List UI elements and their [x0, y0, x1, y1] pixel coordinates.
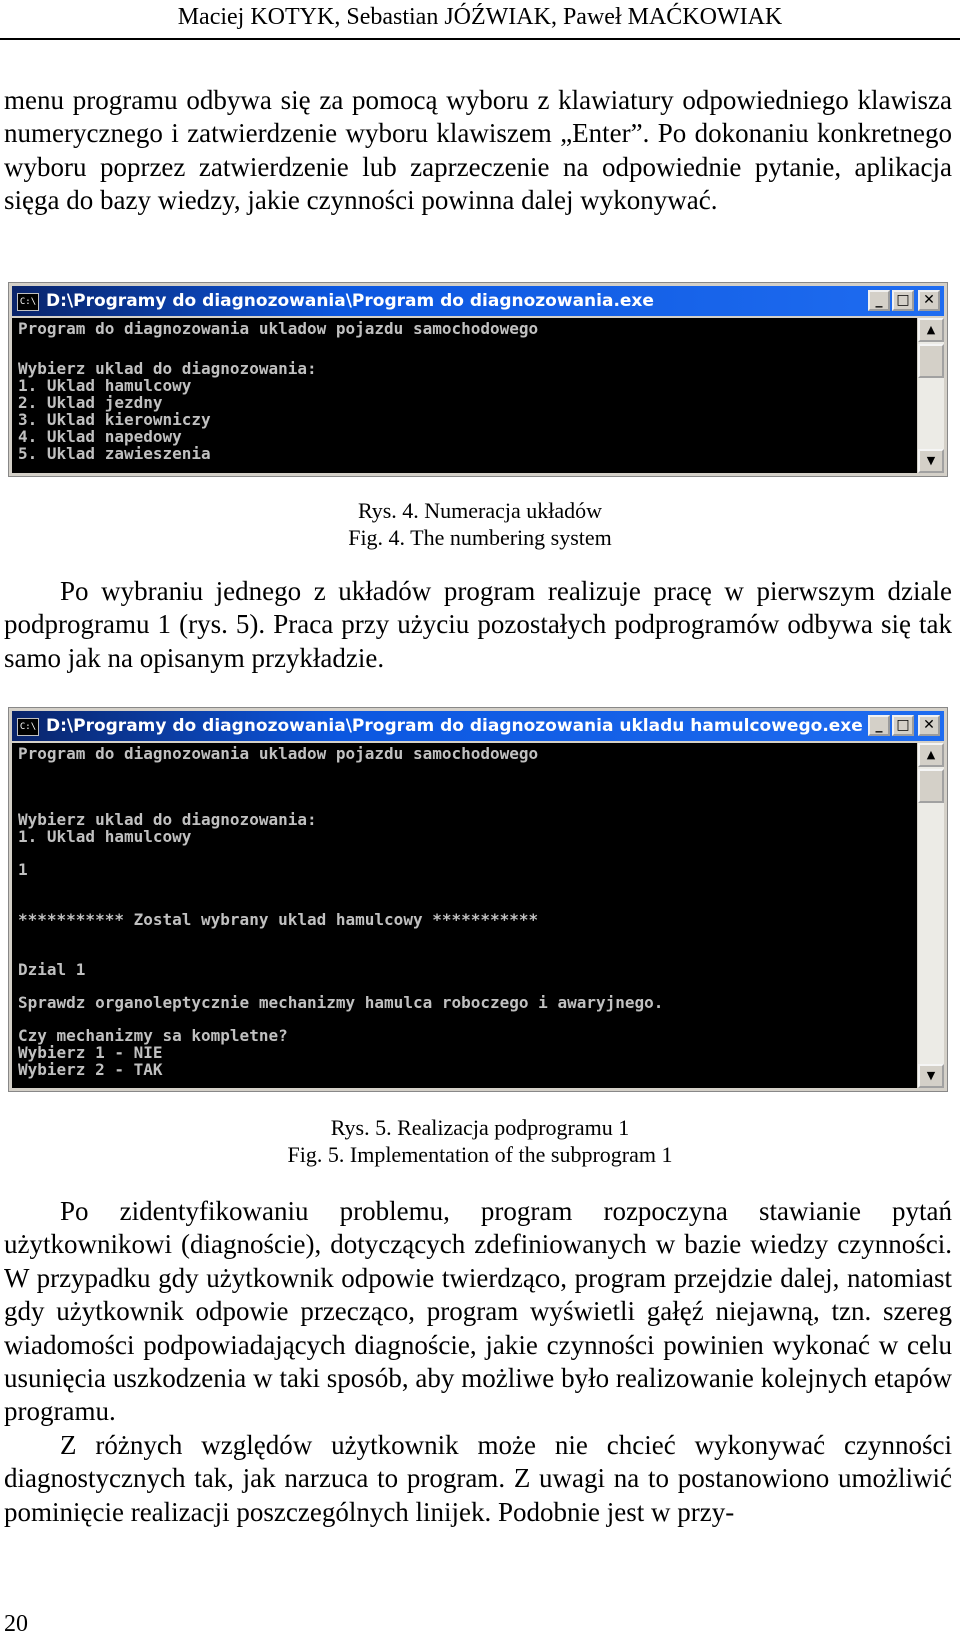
- console-line: Czy mechanizmy sa kompletne?: [18, 1026, 288, 1045]
- vertical-scrollbar[interactable]: [918, 318, 944, 473]
- console-line: 4. Uklad napedowy: [18, 427, 182, 446]
- console-icon: C:\: [17, 718, 39, 736]
- paragraph-body-1: Po zidentyfikowaniu problemu, program rozpoczyna stawianie pytań użytkownikowi (diagnoście), dotyczących zdefiniowanych w bazie wiedzy czynności. W przypadku gdy użytkownik odpowie twierdząco, program przejdzie dalej, natomiast gdy użytkownik odpowie przecząco, program wyświetli gałęź niejawną, tzn. szereg wiadomości podpowiadających diagnoście, jakie czynności powinien wykonać w celu usunięcia uszkodzenia w taki sposób, aby możliwe było realizowanie kolejnych etapów programu.: [4, 1196, 952, 1427]
- header-rule: [0, 38, 960, 40]
- scroll-up-icon[interactable]: ▲: [918, 743, 944, 767]
- window-title: D:\Programy do diagnozowania\Program do diagnozowania.exe: [46, 291, 654, 311]
- figure-caption-pl: Rys. 5. Realizacja podprogramu 1: [330, 1115, 630, 1140]
- console-line: 1. Uklad hamulcowy: [18, 827, 192, 846]
- console-line: Dzial 1: [18, 960, 86, 979]
- console-line: Wybierz 2 - TAK: [18, 1060, 163, 1079]
- console-line: Wybierz uklad do diagnozowania:: [18, 359, 317, 378]
- maximize-button[interactable]: □: [892, 715, 914, 736]
- console-line: 1. Uklad hamulcowy: [18, 376, 192, 395]
- scroll-down-icon[interactable]: ▼: [918, 1064, 944, 1088]
- scroll-thumb[interactable]: [918, 769, 944, 803]
- scroll-up-icon[interactable]: ▲: [918, 318, 944, 342]
- close-button[interactable]: ✕: [918, 715, 940, 736]
- console-line: Wybierz uklad do diagnozowania:: [18, 810, 317, 829]
- paragraph-middle: Po wybraniu jednego z układów program realizuje pracę w pierwszym dziale podprogramu 1 (rys. 5). Praca przy użyciu pozostałych podprogramów odbywa się tak samo jak na opisanym przykładzie.: [4, 576, 952, 673]
- console-icon: C:\: [17, 293, 39, 311]
- vertical-scrollbar[interactable]: [918, 743, 944, 1088]
- scroll-down-icon[interactable]: ▼: [918, 449, 944, 473]
- page-number: 20: [4, 1611, 28, 1637]
- console-line: Program do diagnozowania ukladow pojazdu samochodowego: [18, 744, 539, 763]
- figure-caption-en: Fig. 4. The numbering system: [348, 525, 612, 550]
- figure-caption-en: Fig. 5. Implementation of the subprogram 1: [287, 1142, 673, 1167]
- minimize-button[interactable]: _: [868, 290, 890, 311]
- console-line: Sprawdz organoleptycznie mechanizmy hamulca roboczego i awaryjnego.: [18, 993, 664, 1012]
- console-line: 5. Uklad zawieszenia: [18, 444, 211, 463]
- console-window-fig4: [8, 282, 948, 477]
- paragraph-body-2: Z różnych względów użytkownik może nie chcieć wykonywać czynności diagnostycznych tak, jak narzuca to program. Z uwagi na to postanowiono umożliwić pominięcie realizacji poszczególnych linijek. Podobnie jest w przy-: [4, 1430, 952, 1527]
- window-titlebar: [12, 286, 944, 316]
- paragraph-intro: menu programu odbywa się za pomocą wyboru z klawiatury odpowiedniego klawisza numerycznego i zatwierdzenie wyboru klawiszem „Enter”. Po dokonaniu konkretnego wyboru poprzez zatwierdzenie lub zaprzeczenie na odpowiednie pytanie, aplikacja sięga do bazy wiedzy, jakie czynności powinna dalej wykonywać.: [4, 85, 952, 216]
- console-output: [12, 318, 917, 473]
- console-line: 1: [18, 860, 28, 879]
- console-window-fig5: [8, 707, 948, 1092]
- scroll-thumb[interactable]: [918, 344, 944, 378]
- window-titlebar: [12, 711, 944, 741]
- console-line: *********** Zostal wybrany uklad hamulcowy ***********: [18, 910, 539, 929]
- running-header: Maciej KOTYK, Sebastian JÓŹWIAK, Paweł MAĆKOWIAK: [177, 4, 783, 30]
- console-line: 2. Uklad jezdny: [18, 393, 163, 412]
- console-line: 3. Uklad kierowniczy: [18, 410, 211, 429]
- console-output: [12, 743, 917, 1088]
- window-title: D:\Programy do diagnozowania\Program do diagnozowania ukladu hamulcowego.exe: [46, 716, 863, 736]
- figure-caption-pl: Rys. 4. Numeracja układów: [357, 498, 603, 523]
- minimize-button[interactable]: _: [868, 715, 890, 736]
- console-line: Wybierz 1 - NIE: [18, 1043, 163, 1062]
- console-line: Program do diagnozowania ukladow pojazdu samochodowego: [18, 319, 539, 338]
- close-button[interactable]: ✕: [918, 290, 940, 311]
- maximize-button[interactable]: □: [892, 290, 914, 311]
